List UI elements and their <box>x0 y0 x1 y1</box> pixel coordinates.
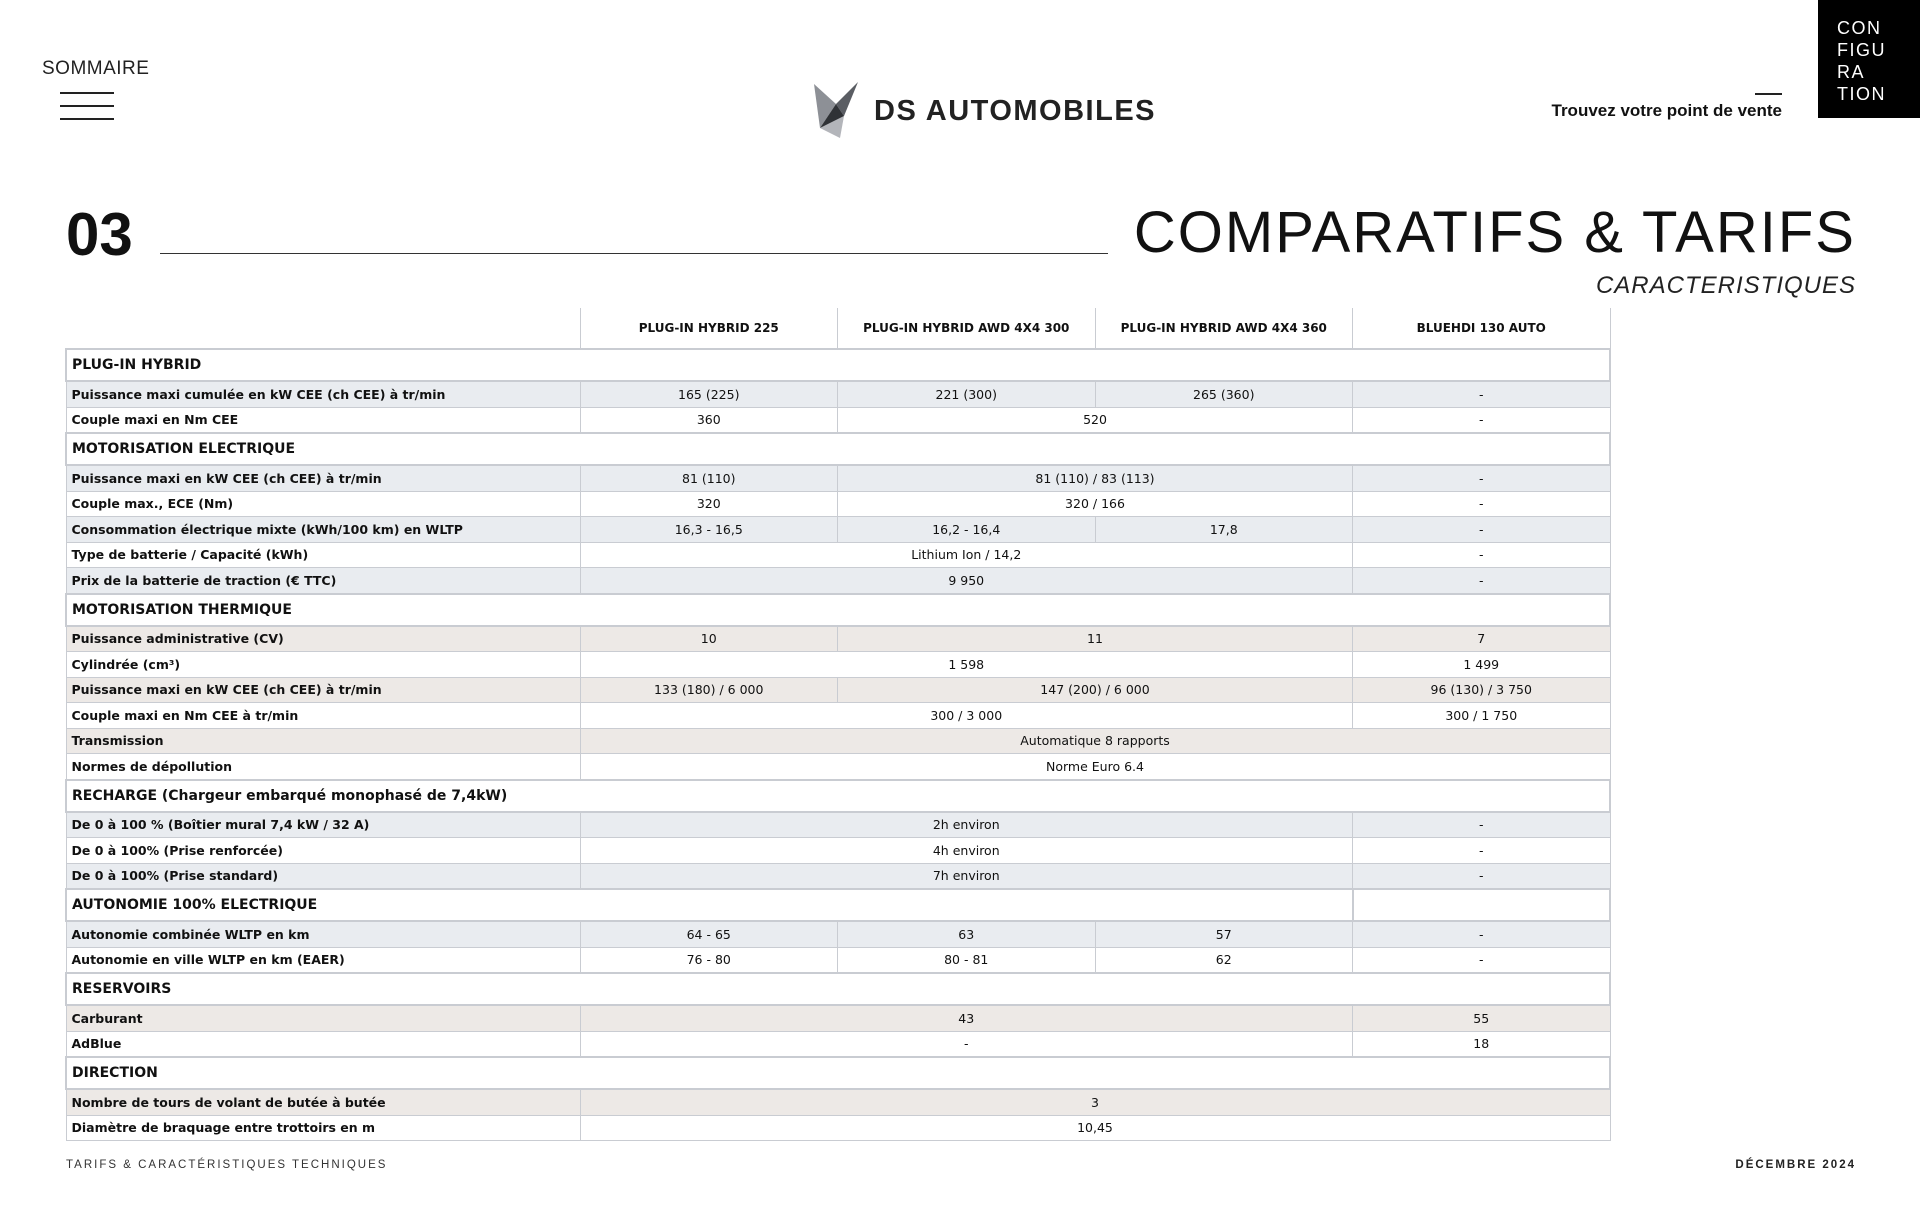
config-line: CON <box>1837 18 1882 38</box>
row-label: Nombre de tours de volant de butée à butée <box>66 1089 580 1115</box>
table-cell: 16,2 - 16,4 <box>838 517 1096 543</box>
table-cell: - <box>1353 542 1611 568</box>
table-cell: 10,45 <box>580 1115 1610 1141</box>
column-header: PLUG-IN HYBRID AWD 4X4 300 <box>838 308 1096 349</box>
table-row <box>66 947 1610 973</box>
section-header-empty-cell <box>1353 889 1611 921</box>
row-label: Transmission <box>66 728 580 754</box>
specifications-table <box>65 308 1611 1141</box>
table-cell: - <box>1353 491 1611 517</box>
row-label: De 0 à 100 % (Boîtier mural 7,4 kW / 32 A) <box>66 812 580 838</box>
row-label: Puissance maxi en kW CEE (ch CEE) à tr/min <box>66 677 580 703</box>
table-cell: 57 <box>1095 921 1353 947</box>
table-row <box>66 677 1610 703</box>
table-row <box>66 728 1610 754</box>
table-cell: 7 <box>1353 626 1611 652</box>
table-row <box>66 652 1610 678</box>
table-row <box>66 1115 1610 1141</box>
section-header: MOTORISATION ELECTRIQUE <box>66 433 1610 465</box>
column-header: PLUG-IN HYBRID 225 <box>580 308 838 349</box>
row-label: Prix de la batterie de traction (€ TTC) <box>66 568 580 594</box>
table-cell: 1 598 <box>580 652 1353 678</box>
row-label: Autonomie combinée WLTP en km <box>66 921 580 947</box>
table-cell: 11 <box>838 626 1353 652</box>
table-cell: 63 <box>838 921 1096 947</box>
row-label: Puissance maxi en kW CEE (ch CEE) à tr/min <box>66 465 580 491</box>
section-header: AUTONOMIE 100% ELECTRIQUE <box>66 889 1353 921</box>
table-cell: 55 <box>1353 1005 1611 1031</box>
table-cell: - <box>1353 863 1611 889</box>
table-cell: - <box>1353 517 1611 543</box>
row-label: Couple maxi en Nm CEE <box>66 407 580 433</box>
table-cell: 320 <box>580 491 838 517</box>
column-header: PLUG-IN HYBRID AWD 4X4 360 <box>1095 308 1353 349</box>
table-cell: 4h environ <box>580 838 1353 864</box>
table-cell: 3 <box>580 1089 1610 1115</box>
table-cell: 18 <box>1353 1031 1611 1057</box>
table-cell: 62 <box>1095 947 1353 973</box>
brand-name: DS AUTOMOBILES <box>874 94 1157 127</box>
page-title: COMPARATIFS & TARIFS <box>1133 200 1856 265</box>
table-cell: 360 <box>580 407 838 433</box>
table-cell: - <box>1353 838 1611 864</box>
table-row <box>66 838 1610 864</box>
table-cell: 300 / 3 000 <box>580 703 1353 729</box>
row-label: Cylindrée (cm³) <box>66 652 580 678</box>
table-cell: 16,3 - 16,5 <box>580 517 838 543</box>
footer-document-title: TARIFS & CARACTÉRISTIQUES TECHNIQUES <box>66 1159 388 1171</box>
section-header-row <box>66 594 1610 626</box>
table-row <box>66 1005 1610 1031</box>
table-cell: 64 - 65 <box>580 921 838 947</box>
find-dealer-link[interactable]: Trouvez votre point de vente <box>1551 101 1782 120</box>
table-cell: 520 <box>838 407 1353 433</box>
row-label: Normes de dépollution <box>66 754 580 780</box>
row-label: AdBlue <box>66 1031 580 1057</box>
table-row <box>66 812 1610 838</box>
table-row <box>66 491 1610 517</box>
table-cell: 76 - 80 <box>580 947 838 973</box>
config-line: FIGU <box>1837 40 1886 60</box>
table-cell: Lithium Ion / 14,2 <box>580 542 1353 568</box>
table-row <box>66 1031 1610 1057</box>
table-row <box>66 626 1610 652</box>
table-cell: - <box>580 1031 1353 1057</box>
row-label: Puissance maxi cumulée en kW CEE (ch CEE) à tr/min <box>66 381 580 407</box>
section-header-row <box>66 349 1610 381</box>
row-label: Type de batterie / Capacité (kWh) <box>66 542 580 568</box>
table-header-row <box>66 308 1610 349</box>
section-header: PLUG-IN HYBRID <box>66 349 1610 381</box>
page-subtitle: CARACTERISTIQUES <box>1595 272 1856 299</box>
table-cell: - <box>1353 812 1611 838</box>
row-label: Diamètre de braquage entre trottoirs en m <box>66 1115 580 1141</box>
config-line: RA <box>1837 62 1866 82</box>
table-cell: 7h environ <box>580 863 1353 889</box>
section-header: MOTORISATION THERMIQUE <box>66 594 1610 626</box>
table-cell: 265 (360) <box>1095 381 1353 407</box>
table-row <box>66 542 1610 568</box>
table-cell: 320 / 166 <box>838 491 1353 517</box>
table-row <box>66 754 1610 780</box>
table-row <box>66 1089 1610 1115</box>
table-cell: 133 (180) / 6 000 <box>580 677 838 703</box>
table-cell: - <box>1353 921 1611 947</box>
table-cell: - <box>1353 407 1611 433</box>
table-row <box>66 703 1610 729</box>
table-cell: - <box>1353 465 1611 491</box>
section-header: RESERVOIRS <box>66 973 1610 1005</box>
section-header-row <box>66 433 1610 465</box>
config-line: TION <box>1837 84 1886 104</box>
table-row <box>66 568 1610 594</box>
footer-date: DÉCEMBRE 2024 <box>1735 1159 1856 1171</box>
section-header-row <box>66 1057 1610 1089</box>
table-cell: - <box>1353 381 1611 407</box>
table-row <box>66 381 1610 407</box>
row-label: Couple max., ECE (Nm) <box>66 491 580 517</box>
table-row <box>66 465 1610 491</box>
table-cell: 165 (225) <box>580 381 838 407</box>
table-cell: 81 (110) <box>580 465 838 491</box>
table-row <box>66 863 1610 889</box>
table-cell: 2h environ <box>580 812 1353 838</box>
table-cell: 1 499 <box>1353 652 1611 678</box>
section-header: DIRECTION <box>66 1057 1610 1089</box>
table-cell: 147 (200) / 6 000 <box>838 677 1353 703</box>
section-header-row <box>66 889 1610 921</box>
brand-logo[interactable] <box>810 80 1156 142</box>
section-divider <box>160 253 1108 254</box>
table-cell: - <box>1353 568 1611 594</box>
section-number: 03 <box>66 201 133 268</box>
table-cell: 9 950 <box>580 568 1353 594</box>
table-cell: - <box>1353 947 1611 973</box>
section-header-row <box>66 780 1610 812</box>
table-cell: 17,8 <box>1095 517 1353 543</box>
section-header: RECHARGE (Chargeur embarqué monophasé de 7,4kW) <box>66 780 1610 812</box>
table-cell: Norme Euro 6.4 <box>580 754 1610 780</box>
configuration-button[interactable] <box>1818 0 1920 118</box>
table-cell: 96 (130) / 3 750 <box>1353 677 1611 703</box>
table-cell: 43 <box>580 1005 1353 1031</box>
row-label: Puissance administrative (CV) <box>66 626 580 652</box>
row-label: Couple maxi en Nm CEE à tr/min <box>66 703 580 729</box>
table-cell: 81 (110) / 83 (113) <box>838 465 1353 491</box>
table-row <box>66 407 1610 433</box>
table-row <box>66 517 1610 543</box>
table-cell: 80 - 81 <box>838 947 1096 973</box>
ds-logo-icon <box>810 80 864 142</box>
hamburger-icon[interactable] <box>60 92 114 120</box>
row-label: De 0 à 100% (Prise standard) <box>66 863 580 889</box>
table-row <box>66 921 1610 947</box>
section-header-row <box>66 973 1610 1005</box>
table-cell: 221 (300) <box>838 381 1096 407</box>
table-cell: 10 <box>580 626 838 652</box>
table-cell: Automatique 8 rapports <box>580 728 1610 754</box>
table-cell: 300 / 1 750 <box>1353 703 1611 729</box>
dealer-dash-decor <box>1755 93 1782 95</box>
row-label: Consommation électrique mixte (kWh/100 km) en WLTP <box>66 517 580 543</box>
menu-label[interactable]: SOMMAIRE <box>42 58 150 79</box>
row-label: Autonomie en ville WLTP en km (EAER) <box>66 947 580 973</box>
header-blank-cell <box>66 308 580 349</box>
row-label: De 0 à 100% (Prise renforcée) <box>66 838 580 864</box>
row-label: Carburant <box>66 1005 580 1031</box>
column-header: BLUEHDI 130 AUTO <box>1353 308 1611 349</box>
